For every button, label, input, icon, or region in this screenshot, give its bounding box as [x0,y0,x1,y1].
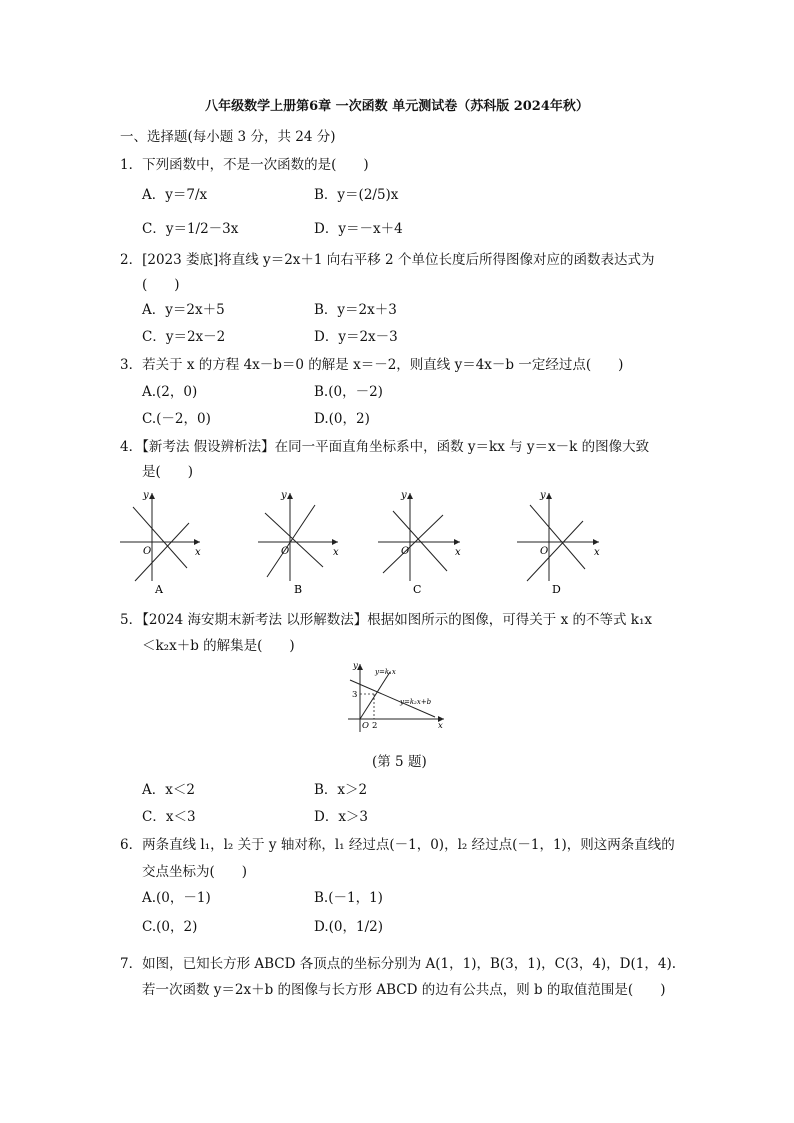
q5-stem-cont: ＜k₂x＋b 的解集是( ) [142,638,295,654]
q5-origin: O [362,721,369,731]
q3-stem: 3．若关于 x 的方程 4x－b＝0 的解是 x＝－2，则直线 y＝4x－b 一定经过点( ) [120,357,624,373]
q6-option-a: A.(0，－1) [142,890,211,906]
q6-option-d: D.(0，1/2) [314,919,383,935]
q4b-x-label: x [333,547,339,558]
q4-graphs [115,485,675,600]
q5-option-c: C．x＜3 [142,809,196,825]
q4b-label: B [294,583,303,596]
q2-option-b: B．y＝2x＋3 [314,302,397,318]
q5-option-a: A．x＜2 [142,782,195,798]
q4-graph-b [258,490,339,596]
q3-option-a: A.(2，0) [142,384,198,400]
q1-option-b: B．y＝(2/5)x [314,187,399,203]
q4d-origin: O [540,546,549,557]
q2-option-a: A．y＝2x＋5 [142,302,225,318]
q4-stem: 4．【新考法 假设辨析法】在同一平面直角坐标系中，函数 y＝kx 与 y＝x－k 的图像大致 [120,439,650,455]
q4d-label: D [552,583,561,596]
q2-option-c: C．y＝2x－2 [142,329,226,345]
q3-option-c: C.(－2，0) [142,411,211,427]
q5-line1-label: y=k₁x [375,668,396,676]
q4-graph-d [517,490,600,596]
q5-stem: 5．【2024 海安期末新考法 以形解数法】根据如图所示的图像，可得关于 x 的不等式 k₁x [120,612,652,628]
q7-stem: 7．如图，已知长方形 ABCD 各顶点的坐标分别为 A(1，1)，B(3，1)，C(3，4)，D(1，4). [120,956,676,972]
q6-option-b: B.(－1，1) [314,890,383,906]
q2-stem: 2．[2023 娄底]将直线 y＝2x＋1 向右平移 2 个单位长度后所得图像对应的函数表达式为 [120,252,655,268]
q2-stem-cont: ( ) [142,277,180,293]
q5-y-label: y [353,661,358,671]
q6-stem-cont: 交点坐标为( ) [142,864,248,880]
q5-option-d: D．x＞3 [314,809,369,825]
q1-option-c: C．y＝1/2－3x [142,221,239,237]
q5-tick-y: 3 [352,690,358,700]
q4a-origin: O [143,546,152,557]
q6-option-c: C.(0，2) [142,919,198,935]
q5-option-b: B．x＞2 [314,782,368,798]
q4a-label: A [155,583,163,596]
q5-figure [340,660,450,735]
q4c-label: C [413,583,422,596]
q4-graph-c [378,490,461,596]
q4c-x-label: x [455,547,461,558]
q4c-origin: O [401,546,410,557]
q5-tick-x: 2 [372,721,378,731]
q4d-x-label: x [594,547,600,558]
q4a-x-label: x [195,547,201,558]
q4d-y-label: y [540,490,546,501]
q5-caption: (第 5 题) [372,754,427,770]
q5-line2-label: y=k₂x+b [400,698,432,706]
q2-option-d: D．y＝2x－3 [314,329,398,345]
q7-stem-cont: 若一次函数 y＝2x＋b 的图像与长方形 ABCD 的边有公共点，则 b 的取值范围是( ) [142,982,666,998]
section-heading: 一、选择题(每小题 3 分，共 24 分) [120,129,336,145]
q5-x-label: x [438,721,443,731]
q4a-y-label: y [143,490,149,501]
q3-option-b: B.(0，－2) [314,384,383,400]
q4b-y-label: y [281,490,287,501]
q4-graph-a [120,490,201,596]
q1-option-d: D．y＝－x＋4 [314,221,403,237]
q6-stem: 6．两条直线 l₁，l₂ 关于 y 轴对称，l₁ 经过点(－1，0)，l₂ 经过点(－1，1)，则这两条直线的 [120,837,675,853]
q4-stem-cont: 是( ) [142,464,194,480]
q1-option-a: A．y＝7/x [142,187,208,203]
page-title: 八年级数学上册第6章 一次函数 单元测试卷（苏科版 2024年秋） [205,99,589,114]
q4b-origin: O [281,546,290,557]
q1-stem: 1．下列函数中，不是一次函数的是( ) [120,157,369,173]
q3-option-d: D.(0，2) [314,411,370,427]
q4c-y-label: y [401,490,407,501]
